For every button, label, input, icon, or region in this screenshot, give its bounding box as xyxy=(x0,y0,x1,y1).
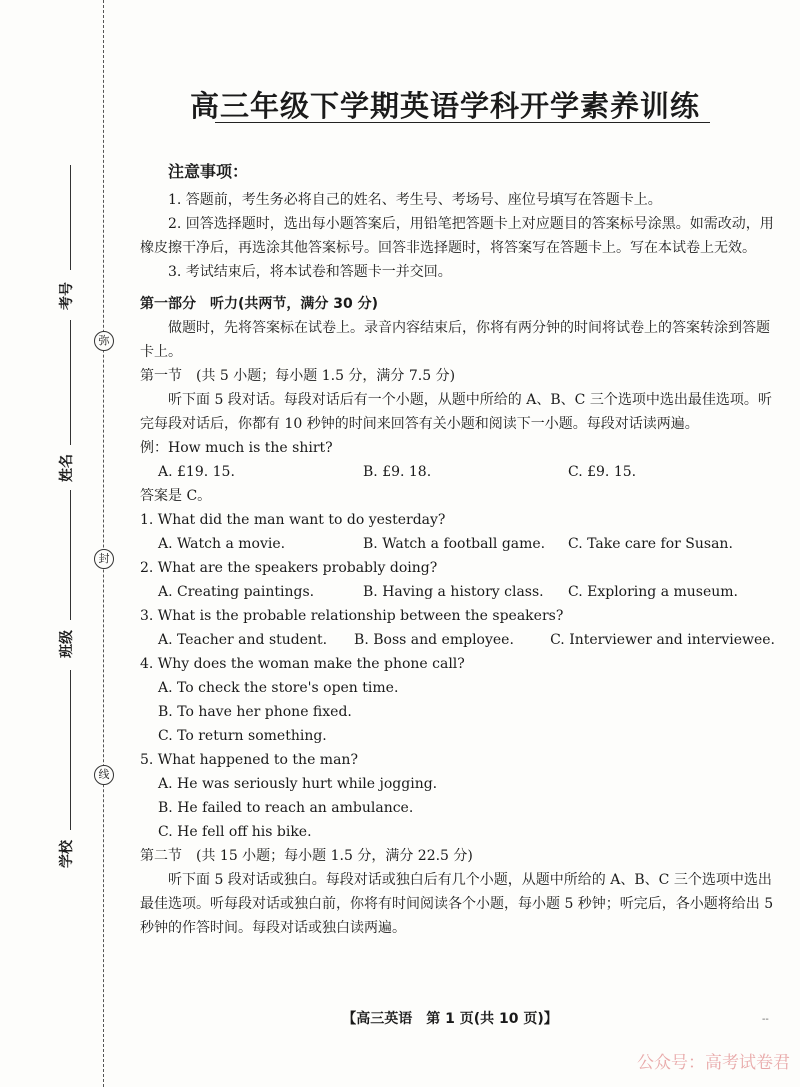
cut-line xyxy=(103,0,104,1087)
option-b: B. To have her phone fixed. xyxy=(158,704,352,720)
section1-instructions: 听下面 5 段对话。每段对话后有一个小题，从题中所给的 A、B、C 三个选项中选出最佳选项。听完每段对话后，你都有 10 秒钟的时间来回答有关小题和阅读下一小题。每段对话读两遍。 xyxy=(140,392,772,432)
option-a: A. He was seriously hurt while jogging. xyxy=(158,776,438,792)
footer-mark: -- xyxy=(762,1014,769,1025)
notice-heading: 注意事项： xyxy=(168,162,249,181)
page-footer: 【高三英语 第 1 页(共 10 页)】 xyxy=(342,1011,558,1027)
seal-mark-xian: 线 xyxy=(94,765,114,785)
option-b: B. Boss and employee. xyxy=(354,632,514,648)
option-c: C. To return something. xyxy=(158,728,327,744)
school-line xyxy=(70,670,71,830)
class-line xyxy=(70,490,71,620)
section2-heading: 第二节 (共 15 小题；每小题 1.5 分，满分 22.5 分) xyxy=(140,848,473,864)
option-a: A. To check the store's open time. xyxy=(158,680,399,696)
exam-content xyxy=(140,160,775,940)
option-a: A. Creating paintings. xyxy=(158,584,315,600)
option-c: C. He fell off his bike. xyxy=(158,824,312,840)
watermark: 公众号：高考试卷君 xyxy=(637,1053,790,1073)
option-c: C. Take care for Susan. xyxy=(568,536,733,552)
seal-mark-feng: 封 xyxy=(94,549,114,569)
title-underline xyxy=(215,122,710,123)
option-c: C. Exploring a museum. xyxy=(568,584,738,600)
name-line xyxy=(70,320,71,445)
example-options xyxy=(140,460,775,484)
notice-item: 1. 答题前，考生务必将自己的姓名、考生号、考场号、座位号填写在答题卡上。 xyxy=(168,192,662,208)
section2-instructions: 听下面 5 段对话或独白。每段对话或独白后有几个小题，从题中所给的 A、B、C 三个选项中选出最佳选项。听每段对话或独白前，你将有时间阅读各个小题，每小题 5 秒钟；听完后，各小题将给出 5 秒钟的作答时间。每段对话或独白读两遍。 xyxy=(140,872,774,936)
part1-intro: 做题时，先将答案标在试卷上。录音内容结束后，你将有两分钟的时间将试卷上的答案转涂到答题卡上。 xyxy=(140,320,770,360)
notice-block xyxy=(140,160,775,284)
notice-item: 3. 考试结束后，将本试卷和答题卡一并交回。 xyxy=(168,264,452,280)
question-1: 1. What did the man want to do yesterday? xyxy=(140,512,446,528)
option-b: B. He failed to reach an ambulance. xyxy=(158,800,414,816)
part1-heading: 第一部分 听力(共两节，满分 30 分) xyxy=(140,296,379,312)
option-b: B. Having a history class. xyxy=(363,584,544,600)
example-answer: 答案是 C。 xyxy=(140,488,212,504)
option-b: B. £9. 18. xyxy=(363,464,432,480)
exam-number-line xyxy=(70,165,71,270)
example-question: 例：How much is the shirt? xyxy=(140,440,333,456)
section1-heading: 第一节 (共 5 小题；每小题 1.5 分，满分 7.5 分) xyxy=(140,368,456,384)
option-a: A. Watch a movie. xyxy=(158,536,286,552)
option-c: C. £9. 15. xyxy=(568,464,637,480)
binding-margin xyxy=(0,0,118,1087)
option-a: A. Teacher and student. xyxy=(158,632,328,648)
question-2-options xyxy=(140,580,775,604)
notice-item: 2. 回答选择题时，选出每小题答案后，用铅笔把答题卡上对应题目的答案标号涂黑。如需改动，用橡皮擦干净后，再选涂其他答案标号。回答非选择题时，将答案写在答题卡上。写在本试卷上无效。 xyxy=(140,216,774,256)
option-a: A. £19. 15. xyxy=(158,464,235,480)
question-3: 3. What is the probable relationship between the speakers? xyxy=(140,608,564,624)
page-title: 高三年级下学期英语学科开学素养训练 xyxy=(189,89,700,123)
school-label: 学校 xyxy=(59,840,75,868)
seal-mark-mi: 弥 xyxy=(94,331,114,351)
question-2: 2. What are the speakers probably doing? xyxy=(140,560,438,576)
option-c: C. Interviewer and interviewee. xyxy=(550,632,775,648)
class-label: 班级 xyxy=(59,630,75,658)
exam-number-label: 考号 xyxy=(59,282,75,310)
question-4: 4. Why does the woman make the phone call? xyxy=(140,656,465,672)
question-1-options xyxy=(140,532,775,556)
name-label: 姓名 xyxy=(59,454,75,482)
option-b: B. Watch a football game. xyxy=(363,536,546,552)
question-5: 5. What happened to the man? xyxy=(140,752,358,768)
question-3-options xyxy=(140,628,775,652)
